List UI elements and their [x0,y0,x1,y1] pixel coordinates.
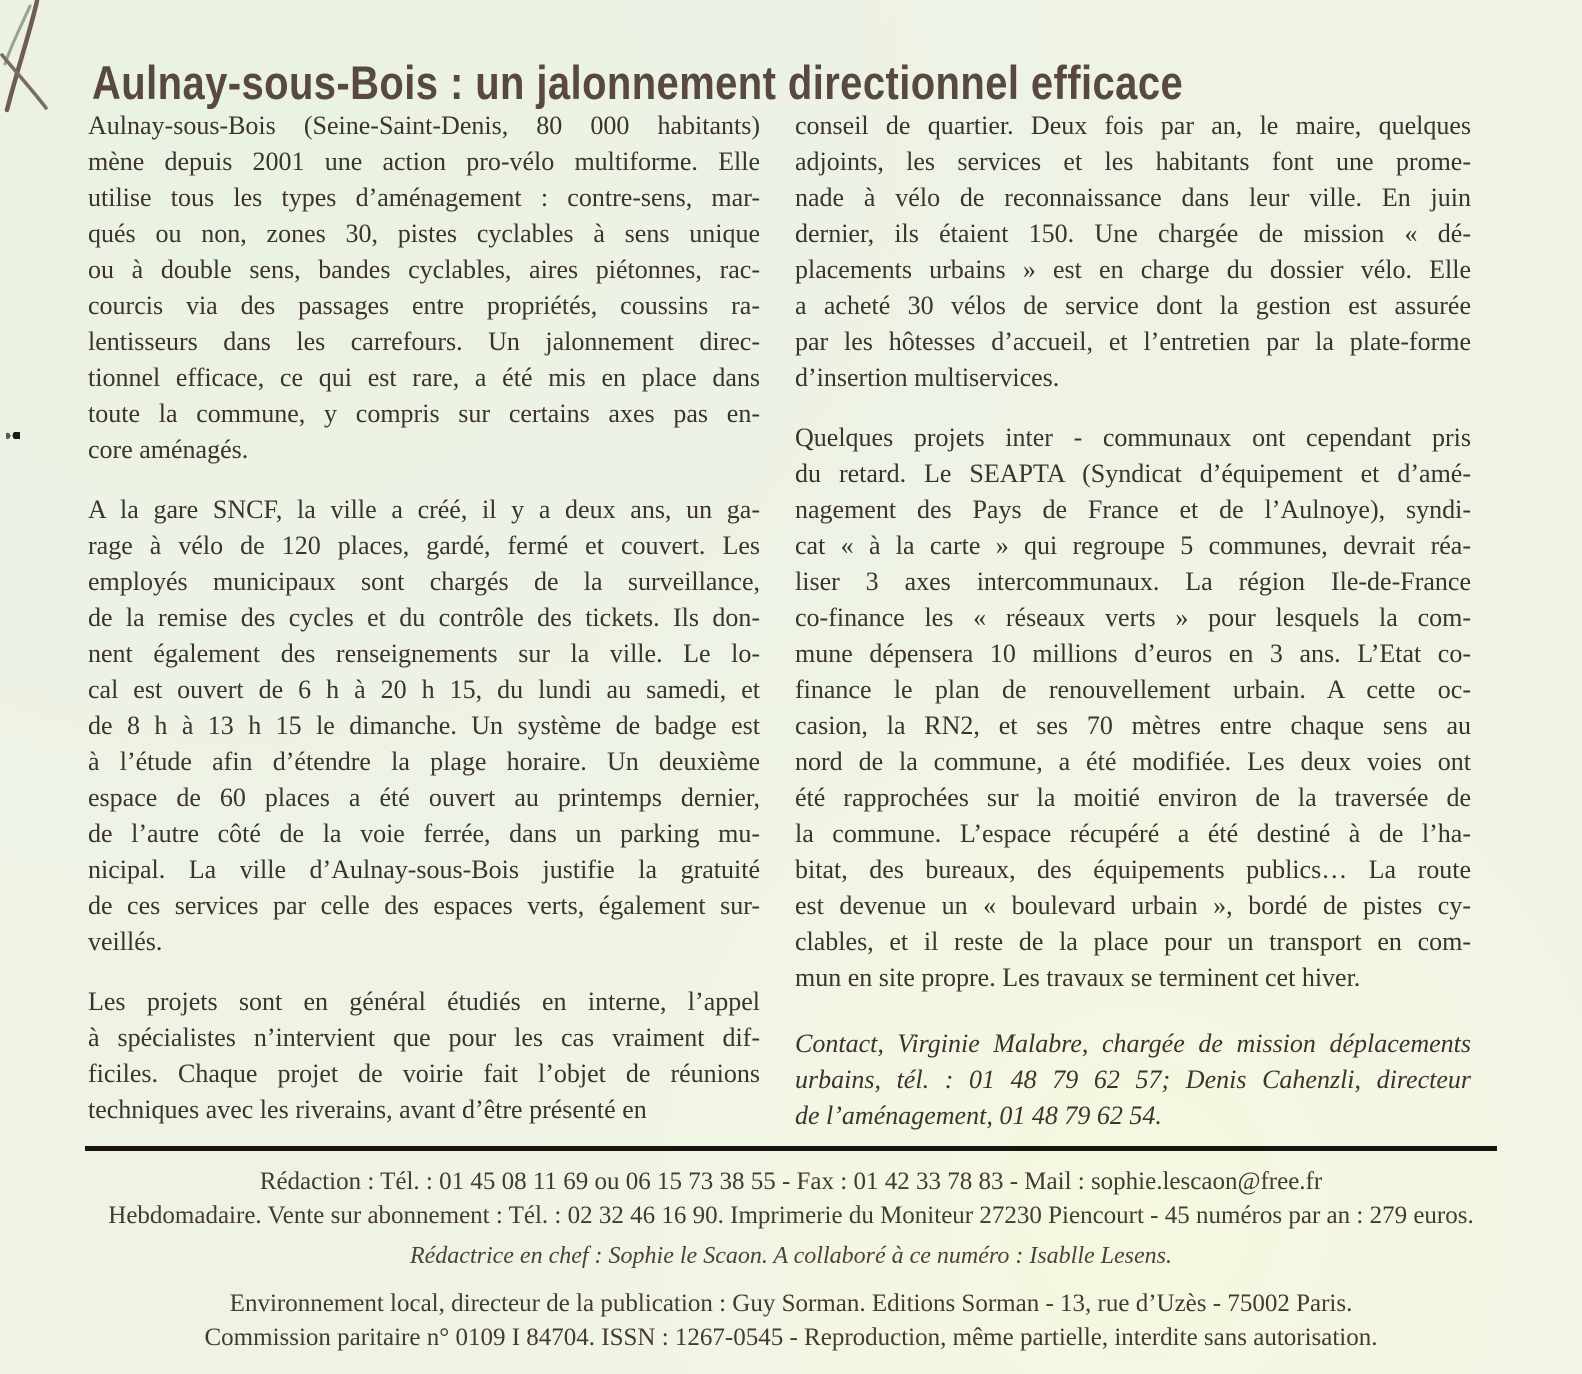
footer-redaction-line: Rédaction : Tél. : 01 45 08 11 69 ou 06 15 73 38 55 - Fax : 01 42 33 78 83 - Mail : sophie.lescaon@free.fr [259,1168,1323,1195]
footer-divider-rule [85,1146,1497,1151]
text-line: utilise tous les types d’aménagement : contre-sens, mar- [88,183,760,212]
footer-publication-line: Environnement local, directeur de la publication : Guy Sorman. Editions Sorman - 13, rue d’Uzès - 75002 Paris. [229,1290,1353,1317]
footer-abonnement-line: Hebdomadaire. Vente sur abonnement : Tél. : 02 32 46 16 90. Imprimerie du Moniteur 27230 Piencourt - 45 numéros par an : 279 euros. [108,1202,1474,1229]
text-line: courcis via des passages entre propriétés, coussins ra- [88,291,760,320]
text-line: été rapprochées sur la moitié environ de la traversée de [795,783,1471,812]
text-line: qués ou non, zones 30, pistes cyclables à sens unique [88,219,760,248]
text-line: par les hôtesses d’accueil, et l’entretien par la plate-forme [795,327,1471,356]
article-right-column [795,108,1471,1158]
text-line: mun en site propre. Les travaux se terminent cet hiver. [795,963,1361,992]
article-title: Aulnay-sous-Bois : un jalonnement directionnel efficace [92,56,1184,110]
text-line: espace de 60 places a été ouvert au printemps dernier, [88,783,760,812]
text-line: de l’autre côté de la voie ferrée, dans un parking mu- [88,819,760,848]
text-line: bitat, des bureaux, des équipements publics… La route [795,855,1471,884]
article-left-column [88,108,760,1152]
text-line: employés municipaux sont chargés de la surveillance, [88,567,760,596]
text-line: dernier, ils étaient 150. Une chargée de mission « dé- [795,219,1471,248]
text-line: casion, la RN2, et ses 70 mètres entre chaque sens au [795,711,1471,740]
paragraph-projets-intercommunaux [795,420,1471,996]
text-line: finance le plan de renouvellement urbain. A cette oc- [795,675,1471,704]
text-line: A la gare SNCF, la ville a créé, il y a deux ans, un ga- [88,495,760,524]
text-line: la commune. L’espace récupéré a été destiné à de l’ha- [795,819,1471,848]
text-line: lentisseurs dans les carrefours. Un jalonnement direc- [88,327,760,356]
paragraph-conseil-quartier [795,108,1471,396]
text-line: a acheté 30 vélos de service dont la gestion est assurée [795,291,1471,320]
text-line: rage à vélo de 120 places, gardé, fermé et couvert. Les [88,531,760,560]
text-line: est devenue un « boulevard urbain », bordé de pistes cy- [795,891,1471,920]
text-line: ou à double sens, bandes cyclables, aires piétonnes, rac- [88,255,760,284]
text-line: d’insertion multiservices. [795,363,1060,392]
text-line: techniques avec les riverains, avant d’être présenté en [88,1095,647,1124]
text-line: tionnel efficace, ce qui est rare, a été mis en place dans [88,363,760,392]
text-line: de ces services par celle des espaces verts, également sur- [88,891,760,920]
text-line: de la remise des cycles et du contrôle des tickets. Ils don- [88,603,760,632]
text-line: Aulnay-sous-Bois (Seine-Saint-Denis, 80 000 habitants) [88,111,760,140]
text-line: toute la commune, y compris sur certains axes pas en- [88,399,760,428]
text-line: nade à vélo de reconnaissance dans leur ville. En juin [795,183,1471,212]
text-line: nord de la commune, a été modifiée. Les deux voies ont [795,747,1471,776]
text-line: core aménagés. [88,435,249,464]
text-line: co-finance les « réseaux verts » pour lesquels la com- [795,603,1471,632]
paragraph-projets [88,984,760,1128]
text-line: nent également des renseignements sur la ville. Le lo- [88,639,760,668]
text-line: adjoints, les services et les habitants font une prome- [795,147,1471,176]
text-line: à spécialistes n’intervient que pour les cas vraiment dif- [88,1023,760,1052]
text-line: Les projets sont en général étudiés en interne, l’appel [88,987,760,1016]
text-line: conseil de quartier. Deux fois par an, le maire, quelques [795,111,1471,140]
text-line: ficiles. Chaque projet de voirie fait l’objet de réunions [88,1059,760,1088]
text-line: nicipal. La ville d’Aulnay-sous-Bois justifie la gratuité [88,855,760,884]
paragraph-gare-sncf [88,492,760,960]
scan-speck [6,432,20,439]
text-line: de l’aménagement, 01 48 79 62 54. [795,1101,1162,1130]
text-line: Quelques projets inter - communaux ont cependant pris [795,423,1471,452]
text-line: urbains, tél. : 01 48 79 62 57; Denis Cahenzli, directeur [795,1065,1471,1094]
paragraph-intro [88,108,760,468]
paragraph-contact [795,1026,1471,1134]
footer-redactrice-line: Rédactrice en chef : Sophie le Scaon. A collaboré à ce numéro : Isablle Lesens. [409,1243,1172,1269]
text-line: Contact, Virginie Malabre, chargée de mission déplacements [795,1029,1471,1058]
footer-commission-line: Commission paritaire n° 0109 I 84704. ISSN : 1267-0545 - Reproduction, même partielle, interdite sans autorisation. [204,1324,1378,1351]
text-line: mune dépensera 10 millions d’euros en 3 ans. L’Etat co- [795,639,1471,668]
text-line: placements urbains » est en charge du dossier vélo. Elle [795,255,1471,284]
text-line: cat « à la carte » qui regroupe 5 communes, devrait réa- [795,531,1471,560]
text-line: cal est ouvert de 6 h à 20 h 15, du lundi au samedi, et [88,675,760,704]
text-line: veillés. [88,927,163,956]
text-line: liser 3 axes intercommunaux. La région Ile-de-France [795,567,1471,596]
text-line: nagement des Pays de France et de l’Aulnoye), syndi- [795,495,1471,524]
text-line: du retard. Le SEAPTA (Syndicat d’équipement et d’amé- [795,459,1471,488]
handwritten-x-mark [0,0,70,120]
text-line: clables, et il reste de la place pour un transport en com- [795,927,1471,956]
text-line: à l’étude afin d’étendre la plage horaire. Un deuxième [88,747,760,776]
text-line: mène depuis 2001 une action pro-vélo multiforme. Elle [88,147,760,176]
text-line: de 8 h à 13 h 15 le dimanche. Un système de badge est [88,711,760,740]
